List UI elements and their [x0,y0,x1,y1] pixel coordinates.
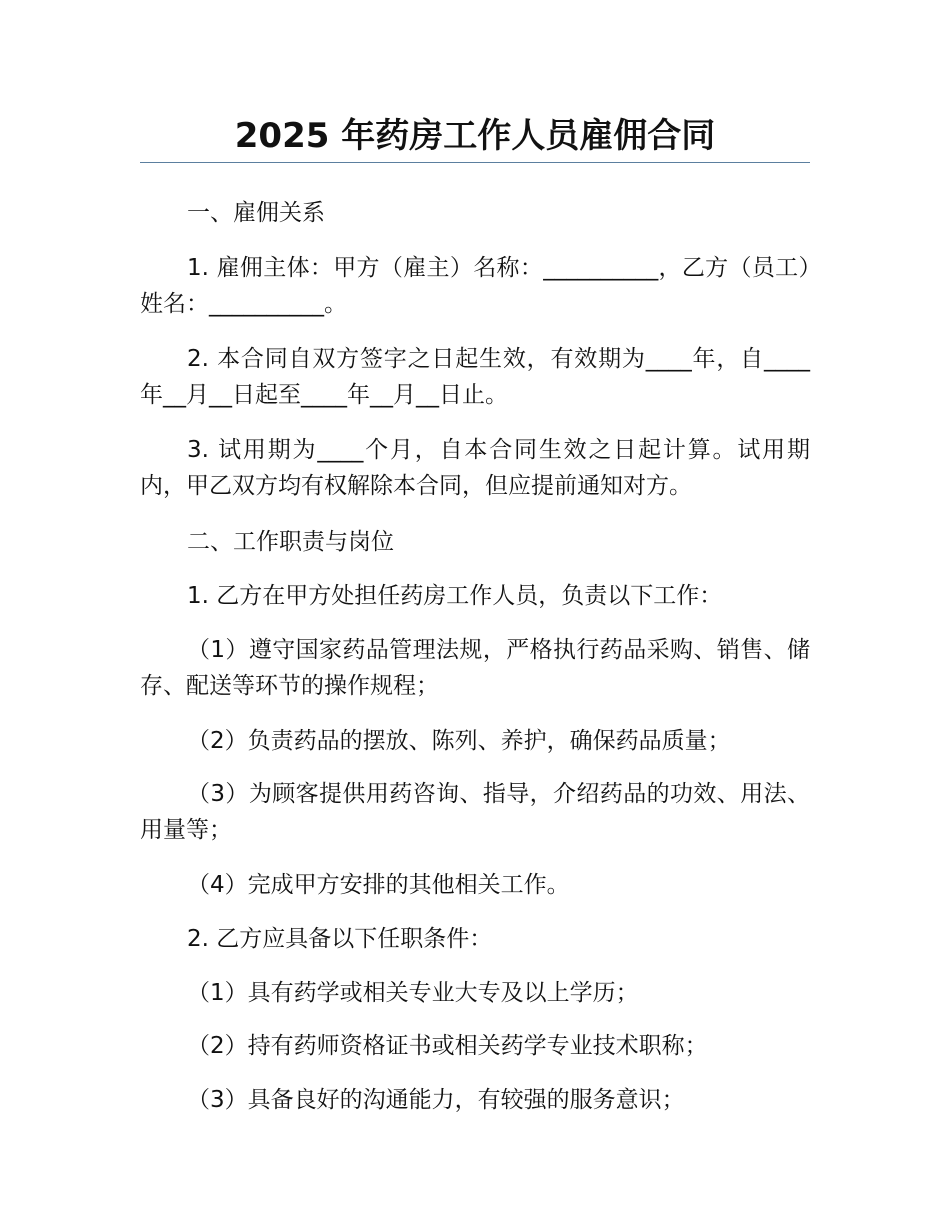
document-title: 2025 年药房工作人员雇佣合同 [234,116,716,156]
duty-item-1: （1）遵守国家药品管理法规，严格执行药品采购、销售、储存、配送等环节的操作规程； [140,637,810,699]
requirement-item-2: （2）持有药师资格证书或相关药学专业技术职称； [187,1033,708,1059]
clause-2-2: 2. 乙方应具备以下任职条件： [187,926,493,952]
clause-1-1: 1. 雇佣主体：甲方（雇主）名称：__________，乙方（员工）姓名：__________。 [140,255,810,317]
clause-1-2: 2. 本合同自双方签字之日起生效，有效期为____年，自____年__月__日起至____年__月__日止。 [140,346,810,408]
title-underline [140,162,810,163]
requirement-item-1: （1）具有药学或相关专业大专及以上学历； [187,980,639,1006]
duty-item-4: （4）完成甲方安排的其他相关工作。 [187,872,570,898]
duty-item-2: （2）负责药品的摆放、陈列、养护，确保药品质量； [187,728,731,754]
section-heading-1: 一、雇佣关系 [187,200,325,226]
clause-2-1: 1. 乙方在甲方处担任药房工作人员，负责以下工作： [187,583,723,609]
requirement-item-3: （3）具备良好的沟通能力，有较强的服务意识； [187,1087,685,1113]
duty-item-3: （3）为顾客提供用药咨询、指导，介绍药品的功效、用法、用量等； [140,781,810,843]
clause-1-3: 3. 试用期为____个月，自本合同生效之日起计算。试用期内，甲乙双方均有权解除本合同，但应提前通知对方。 [140,437,810,499]
section-heading-2: 二、工作职责与岗位 [187,529,394,555]
